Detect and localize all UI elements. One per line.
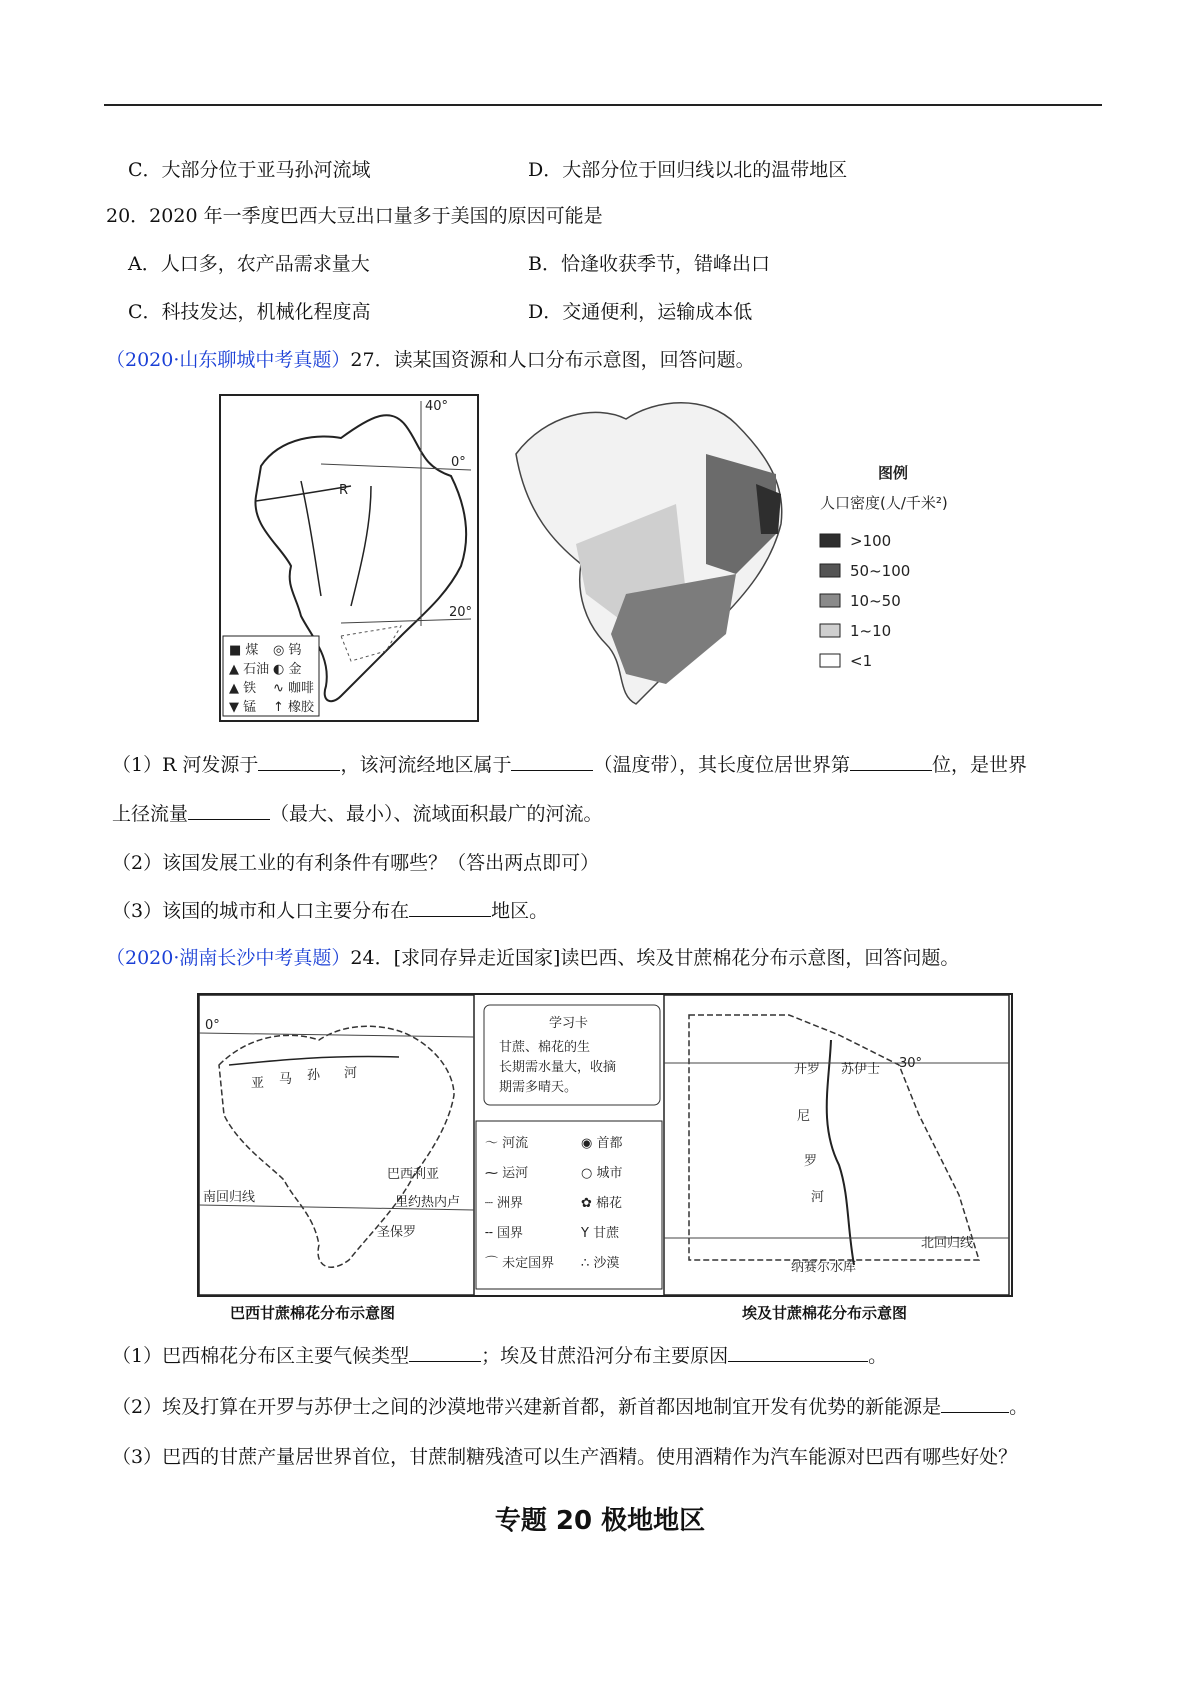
q24-p1-c: 。 (868, 1345, 888, 1367)
legend-undetermined-border: ⌒ 未定国界 (485, 1256, 555, 1271)
cotton-sugarcane-figure (197, 993, 1013, 1297)
q20-option-b: B．恰逢收获季节，错峰出口 (528, 253, 770, 275)
blank-distribution[interactable] (409, 898, 491, 917)
caption-brazil: 巴西甘蔗棉花分布示意图 (230, 1304, 396, 1322)
cotton-sugarcane-graphic (199, 995, 1011, 1295)
q27-p1-f: （最大、最小）、流域面积最广的河流。 (270, 803, 603, 825)
egypt-luo: 罗 (804, 1154, 818, 1169)
q19-option-d: D．大部分位于回归线以北的温带地区 (528, 159, 848, 181)
legend-coffee: ∿ 咖啡 (273, 681, 315, 696)
q27-part2: （2）该国发展工业的有利条件有哪些？（答出两点即可） (112, 852, 600, 874)
q20-stem: 20．2020 年一季度巴西大豆出口量多于美国的原因可能是 (106, 205, 603, 227)
swatch-1-10 (820, 624, 840, 637)
legend-gold: ◐ 金 (273, 662, 302, 677)
equator (321, 464, 471, 470)
brazil-rio: 里约热内卢 (395, 1195, 461, 1210)
pop-legend-2: 10~50 (850, 592, 901, 610)
legend-cotton: ✿ 棉花 (581, 1196, 623, 1211)
q24-source: （2020·湖南长沙中考真题） (106, 947, 351, 969)
legend-coal: ■ 煤 (229, 643, 259, 658)
egypt-nasser: 纳赛尔水库 (791, 1260, 857, 1275)
legend-canal: ⁓ 运河 (485, 1166, 529, 1181)
egypt-tropic-label: 北回归线 (921, 1236, 974, 1251)
pop-legend-subtitle: 人口密度(人/千米²) (820, 494, 948, 512)
q27-p1-b: ，该河流经地区属于 (340, 754, 512, 776)
blank-length-rank[interactable] (850, 752, 932, 771)
blank-sugarcane-reason[interactable] (728, 1343, 868, 1362)
label-20: 20° (449, 605, 473, 620)
population-map (506, 394, 798, 712)
pop-legend-4: <1 (850, 652, 873, 670)
egypt-border (689, 1015, 979, 1260)
blank-source[interactable] (258, 752, 340, 771)
resource-map-graphic (221, 396, 477, 720)
brazil-deg0: 0° (205, 1018, 220, 1033)
card-line3: 期需多晴天。 (499, 1080, 578, 1095)
q27-p1-c: （温度带），其长度位居世界第 (593, 754, 850, 776)
label-40: 40° (425, 399, 449, 414)
egypt-ni: 尼 (797, 1109, 811, 1124)
pop-legend-1: 50~100 (850, 562, 911, 580)
pop-legend-0: >100 (850, 532, 892, 550)
legend-desert: ∴ 沙漠 (581, 1256, 620, 1271)
legend-tungsten: ◎ 钨 (273, 643, 302, 658)
brazil-he: 河 (344, 1066, 358, 1081)
blank-climate-type[interactable] (409, 1343, 481, 1362)
q27-stem: 27．读某国资源和人口分布示意图，回答问题。 (350, 349, 755, 371)
legend-river: 〜 河流 (485, 1136, 529, 1151)
population-legend (808, 458, 1008, 718)
swatch-50-100 (820, 564, 840, 577)
brazil-tropic-label: 南回归线 (203, 1190, 256, 1205)
legend-border: ╌ 国界 (485, 1226, 523, 1241)
q24-p1-a: （1）巴西棉花分布区主要气候类型 (112, 1345, 410, 1367)
swatch-10-50 (820, 594, 840, 607)
egypt-suez: 苏伊士 (841, 1062, 881, 1077)
legend-oil: ▲ 石油 (229, 662, 270, 677)
q19-option-c: C．大部分位于亚马孙河流域 (128, 159, 371, 181)
amazon-river (229, 1057, 399, 1065)
population-legend-graphic (808, 458, 1008, 718)
q27-p3-b: 地区。 (491, 900, 549, 922)
resource-map (219, 394, 479, 722)
q24-part1 (112, 1343, 887, 1369)
brazil-equator (199, 1033, 474, 1037)
egypt-cairo: 开罗 (794, 1062, 821, 1077)
brazil-sun: 孙 (307, 1068, 321, 1083)
brazil-panel (199, 995, 474, 1295)
egypt-he: 河 (811, 1190, 825, 1205)
caption-egypt: 埃及甘蔗棉花分布示意图 (742, 1304, 908, 1322)
label-0: 0° (451, 455, 466, 470)
section-title: 专题 20 极地地区 (494, 1506, 706, 1536)
q24-stem: 24．[求同存异走近国家]读巴西、埃及甘蔗棉花分布示意图，回答问题。 (350, 947, 960, 969)
card-line1: 甘蔗、棉花的生 (499, 1040, 591, 1055)
header-rule (104, 104, 1102, 106)
q27-p1-d: 位，是世界 (931, 754, 1027, 776)
q20-option-a: A．人口多，农产品需求量大 (128, 253, 370, 275)
card-line2: 长期需水量大，收摘 (499, 1060, 617, 1075)
population-map-graphic (506, 394, 798, 712)
legend-sugarcane: Y 甘蔗 (581, 1226, 620, 1241)
blank-temperature-zone[interactable] (511, 752, 593, 771)
brazil-ma: 马 (279, 1072, 293, 1087)
q24-p1-b: ；埃及甘蔗沿河分布主要原因 (481, 1345, 729, 1367)
swatch-under-1 (820, 654, 840, 667)
q27-p1-a: （1）R 河发源于 (112, 754, 259, 776)
rivers (256, 481, 371, 606)
legend-rubber: ↑ 橡胶 (273, 700, 315, 715)
card-title: 学习卡 (549, 1016, 589, 1031)
blank-runoff[interactable] (188, 801, 270, 820)
q27-part1-line2 (112, 801, 603, 827)
q24-p2-a: （2）埃及打算在开罗与苏伊士之间的沙漠地带兴建新首都，新首都因地制宜开发有优势的新能源是 (112, 1396, 942, 1418)
q27-part3 (112, 898, 548, 924)
legend-iron: ▲ 铁 (229, 681, 257, 696)
label-river-r: R (339, 483, 349, 498)
q27-part1-line1 (112, 752, 1027, 778)
q24-heading (106, 945, 959, 971)
pop-legend-3: 1~10 (850, 622, 892, 640)
brazil-ya: 亚 (251, 1076, 265, 1091)
q24-part2 (112, 1394, 1028, 1420)
q20-option-d: D．交通便利，运输成本低 (528, 301, 753, 323)
coffee-region (341, 626, 401, 661)
q27-heading (106, 347, 755, 373)
q27-p1-e: 上径流量 (112, 803, 189, 825)
egypt-deg30: 30° (899, 1056, 923, 1071)
q27-source: （2020·山东聊城中考真题） (106, 349, 351, 371)
swatch-over-100 (820, 534, 840, 547)
legend-manganese: ▼ 锰 (229, 700, 257, 715)
legend-capital: ◉ 首都 (581, 1136, 623, 1151)
brazil-saopaulo: 圣保罗 (377, 1225, 417, 1240)
legend-city: ○ 城市 (581, 1166, 623, 1181)
q24-part3: （3）巴西的甘蔗产量居世界首位，甘蔗制糖残渣可以生产酒精。使用酒精作为汽车能源对巴西有哪些好处？ (112, 1446, 1018, 1468)
q20-option-c: C．科技发达，机械化程度高 (128, 301, 371, 323)
blank-new-energy[interactable] (941, 1394, 1009, 1413)
legend-continent-border: ┈ 洲界 (485, 1196, 523, 1211)
q24-p2-b: 。 (1009, 1396, 1029, 1418)
pop-legend-title: 图例 (878, 464, 909, 482)
brazil-brasilia: 巴西利亚 (387, 1167, 440, 1182)
q27-p3-a: （3）该国的城市和人口主要分布在 (112, 900, 410, 922)
